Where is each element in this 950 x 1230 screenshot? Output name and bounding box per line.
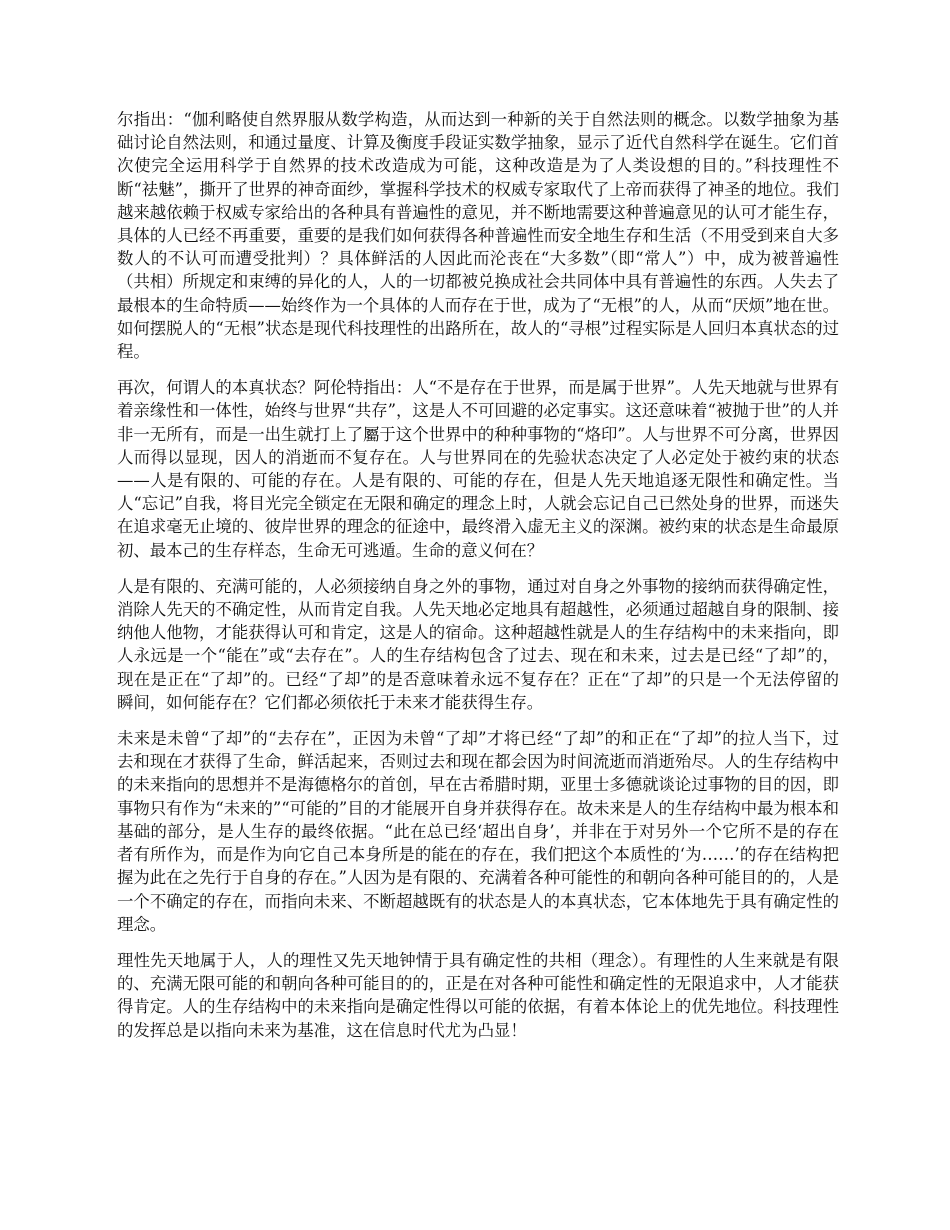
paragraph-3: 人是有限的、充满可能的，人必须接纳自身之外的事物，通过对自身之外事物的接纳而获得确定性，消除人先天的不确定性，从而肯定自我。人先天地必定地具有超越性，必须通过超越自身的限制、接纳他人他物，才能获得认可和肯定，这是人的宿命。这种超越性就是人的生存结构中的未来指向，即人永远是一个“能在”或“去存在”。人的生存结构包含了过去、现在和未来，过去是已经“了却”的，现在是正在“了却”的。已经“了却”的是否意味着永远不复存在？正在“了却”的只是一个无法停留的瞬间，如何能存在？它们都必须依托于未来才能获得生存。: [117, 576, 839, 712]
paragraph-5: 理性先天地属于人，人的理性又先天地钟情于具有确定性的共相（理念）。有理性的人生来就是有限的、充满无限可能的和朝向各种可能目的的，正是在对各种可能性和确定性的无限追求中，人才能获得肯定。人的生存结构中的未来指向是确定性得以可能的依据，有着本体论上的优先地位。科技理性的发挥总是以指向未来为基准，这在信息时代尤为凸显！: [117, 950, 839, 1040]
document-body: [117, 108, 839, 1055]
paragraph-1: 尔指出：“伽利略使自然界服从数学构造，从而达到一种新的关于自然法则的概念。以数学抽象为基础讨论自然法则，和通过量度、计算及衡度手段证实数学抽象，显示了近代自然科学在诞生。它们首次使完全运用科学于自然界的技术改造成为可能，这种改造是为了人类设想的目的。”科技理性不断“祛魅”，撕开了世界的神奇面纱，掌握科学技术的权威专家取代了上帝而获得了神圣的地位。我们越来越依赖于权威专家给出的各种具有普遍性的意见，并不断地需要这种普遍意见的认可才能生存，具体的人已经不再重要，重要的是我们如何获得各种普遍性而安全地生存和生活（不用受到来自大多数人的不认可而遭受批判）？具体鲜活的人因此而沦丧在“大多数”（即“常人”）中，成为被普遍性（共相）所规定和束缚的异化的人，人的一切都被兑换成社会共同体中具有普遍性的东西。人失去了最根本的生命特质——始终作为一个具体的人而存在于世，成为了“无根”的人，从而“厌烦”地在世。如何摆脱人的“无根”状态是现代科技理性的出路所在，故人的“寻根”过程实际是人回归本真状态的过程。: [117, 110, 839, 362]
paragraph-4: 未来是未曾“了却”的“去存在”，正因为未曾“了却”才将已经“了却”的和正在“了却”的拉人当下，过去和现在才获得了生命，鲜活起来，否则过去和现在都会因为时间流逝而消逝殆尽。人的生存结构中的未来指向的思想并不是海德格尔的首创，早在古希腊时期，亚里士多德就谈论过事物的目的因，即事物只有作为“未来的”“可能的”目的才能展开自身并获得存在。故未来是人的生存结构中最为根本和基础的部分，是人生存的最终依据。“此在总已经‘超出自身’，并非在于对另外一个它所不是的存在者有所作为，而是作为向它自己本身所是的能在的存在，我们把这个本质性的‘为……’的存在结构把握为此在之先行于自身的存在。”人因为是有限的、充满着各种可能性的和朝向各种可能目的的，人是一个不确定的存在，而指向未来、不断超越既有的状态是人的本真状态，它本体地先于具有确定性的理念。: [117, 729, 839, 934]
paragraph-2: 再次，何谓人的本真状态？阿伦特指出：人“不是存在于世界，而是属于世界”。人先天地就与世界有着亲缘性和一体性，始终与世界“共存”，这是人不可回避的必定事实。这还意味着“被抛于世”的人并非一无所有，而是一出生就打上了屬于这个世界中的种种事物的“烙印”。人与世界不可分离，世界因人而得以显现，因人的消逝而不复存在。人与世界同在的先验状态决定了人必定处于被约束的状态——人是有限的、可能的存在。人是有限的、可能的存在，但是人先天地追逐无限性和确定性。当人“忘记”自我，将目光完全锁定在无限和确定的理念上时，人就会忘记自己已然处身的世界，而迷失在追求毫无止境的、彼岸世界的理念的征途中，最终滑入虚无主义的深渊。被约束的状态是生命最原初、最本己的生存样态，生命无可逃遁。生命的意义何在？: [117, 378, 839, 560]
